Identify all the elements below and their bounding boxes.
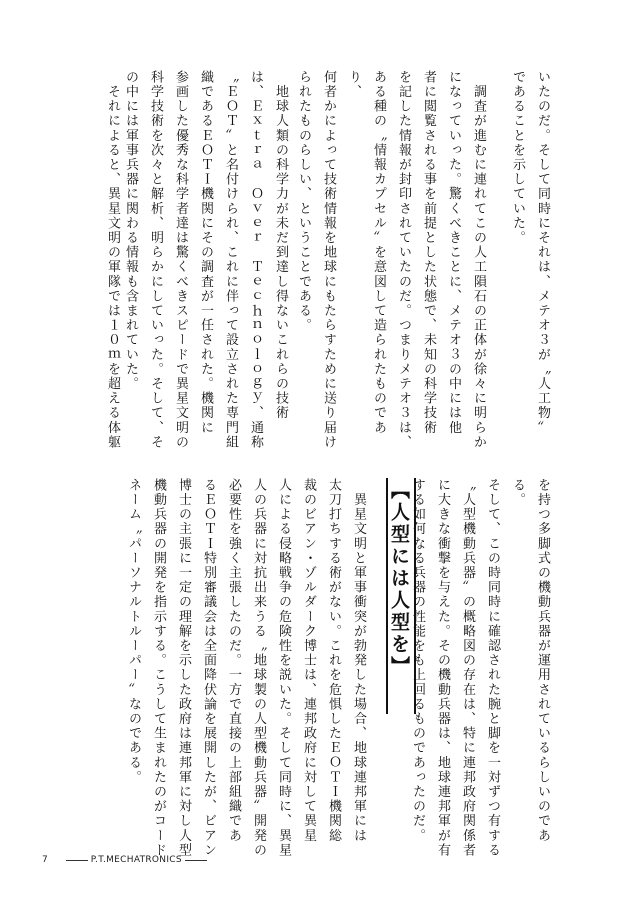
rule-right	[185, 860, 207, 861]
page-footer	[42, 852, 207, 868]
text-block-3: 地球人類の科学力が未だ到達し得ないこれらの技術 は、Ｅｘｔｒａ Ｏｖｅｒ Ｔｅｃｈｎｏｌｏｇｙ、通称 〝ＥＯＴ〟と名付けられ、これに伴って設立された専門組 織であるＥＯＴＩ機関にその調査が一任された。機関に 参画した優秀な科学者達は驚くべきスピードで異星文明の 科学技術を次々と解析、明らかにしていった。そして、そ の中には軍事兵器に関わる情報も含まれていた。	[123, 70, 288, 450]
text-block-2: 調査が進むに連れてこの人工隕石の正体が徐々に明らか になっていった。驚くべきことに、メテオ３の中には他 者に閲覧される事を前提とした状態で、未知の科学技術 を記した情報が封印されていたのだ。つまりメテオ３は、 ある種の〝情報カプセル〟を意図して造られたものであり、 何者かによって技術情報を地球にもたらすために送り届け られたものらしい、ということである。	[296, 70, 486, 450]
footer-title: P.T.MECHATRONICS	[90, 855, 182, 865]
footer-title-group	[66, 855, 207, 865]
text-block-1: いたのだ。そして同時にそれは、メテオ３が〝人工物〟 であることを示していた。	[510, 70, 550, 435]
text-block-6: 異星文明と軍事衝突が勃発した場合、地球連邦軍には 太刀打ちする術がない。これを危惧したＥＯＴＩ機関総 裁のビアン・ゾルダーク博士は、連邦政府に対して異星 人による侵略戦争の危険性を説いた。そして同時に、異星 人の兵器に対抗出来うる〝地球製の人型機動兵器〟開発の 必要性を強く主張したのだ。一方で直接の上部組織であ るＥＯＴＩ特別審議会は全面降伏論を展開したが、ビアン 博士の主張に一定の理解を示した政府は連邦軍に対し人型 機動兵器の開発を指示する。こうして生まれたのがコード ネーム〝パーソナルトルーパー〟なのである。	[126, 478, 366, 858]
rule-left	[66, 860, 88, 861]
section-heading: 【人型には人型を】	[386, 478, 416, 714]
text-block-5: を持つ多脚式の機動兵器が運用されているらしいのである。 そして、この時同時に確認された腕と脚を一対ずつ有する 〝人型機動兵器〟の概略図の存在は、特に連邦政府関係者 に大きな衝撃を与えた。その機動兵器は、地球連邦軍が有 する如何なる兵器の性能をも上回るものであったのだ。	[410, 478, 550, 858]
text-block-4: それによると、異星文明の軍隊では１０ｍを超える体躯	[105, 70, 120, 450]
page-number: 7	[42, 855, 48, 865]
